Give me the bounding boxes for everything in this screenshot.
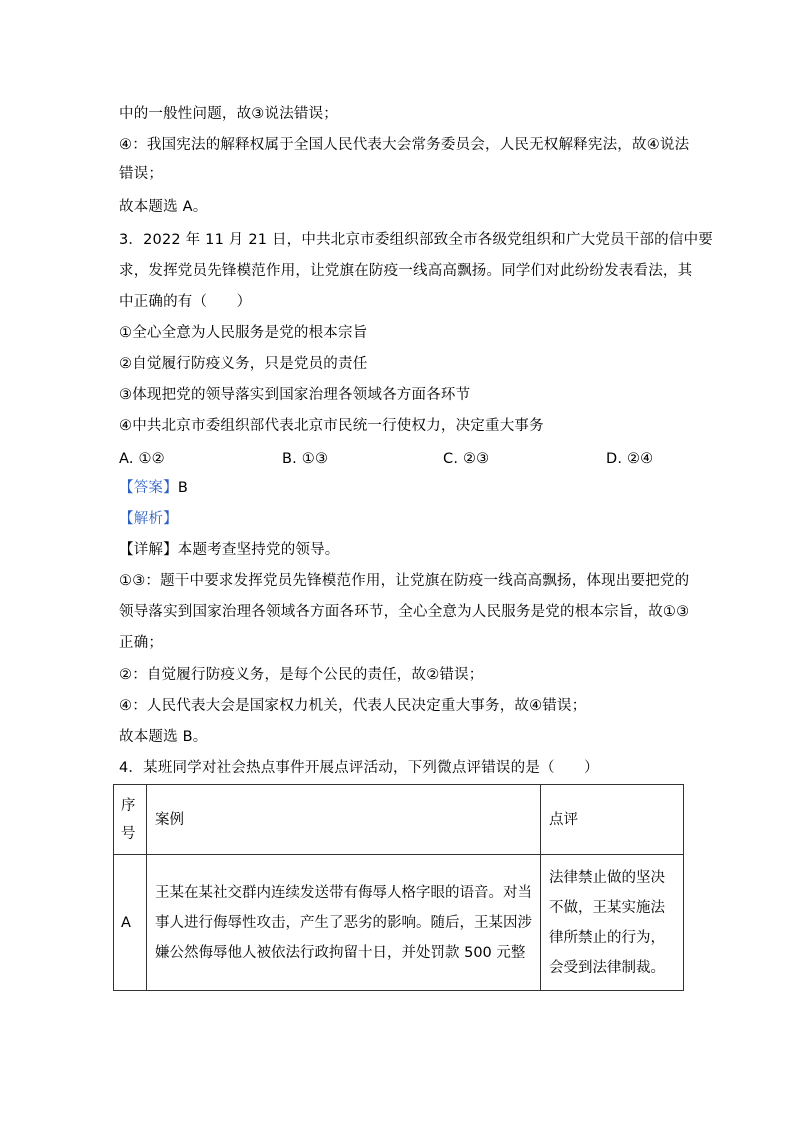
row-a-number: A (114, 855, 147, 991)
question-4-stem: 4．某班同学对社会热点事件开展点评活动，下列微点评错误的是（ ） (119, 760, 599, 776)
row-a-comment: 法律禁止做的坚决不做，王某实施法律所禁止的行为，会受到法律制裁。 (541, 855, 684, 991)
question-3-stem: 3．2022 年 11 月 21 日，中共北京市委组织部致全市各级党组织和广大党员干部的信中要 (119, 232, 713, 248)
answer-tag: 【答案】 (119, 480, 178, 496)
question-4-table (113, 784, 684, 991)
explanation-line: 领导落实到国家治理各领域各方面各环节，全心全意为人民服务是党的根本宗旨，故①③ (119, 604, 690, 620)
table-row (114, 855, 684, 991)
answer-options (119, 449, 679, 469)
explanation-line: ④：人民代表大会是国家权力机关，代表人民决定重大事务，故④错误； (119, 698, 587, 714)
option-d: D. ②④ (606, 451, 654, 467)
explanation-line: 正确； (119, 635, 164, 651)
answer-value: B (177, 480, 188, 496)
text-line: 错误； (119, 166, 164, 182)
option-a: A. ①② (119, 451, 165, 467)
option-c: C. ②③ (443, 451, 490, 467)
explanation-line: ②：自觉履行防疫义务，是每个公民的责任，故②错误； (119, 667, 484, 683)
answer-line (119, 478, 188, 498)
statement-3: ③体现把党的领导落实到国家治理各领域各方面各环节 (119, 387, 471, 403)
analysis-tag: 【解析】 (119, 511, 178, 527)
question-3-stem: 求，发挥党员先锋模范作用，让党旗在防疫一线高高飘扬。同学们对此纷纷发表看法，其 (119, 263, 693, 279)
option-b: B. ①③ (282, 451, 329, 467)
header-comment: 点评 (541, 785, 684, 855)
text-line: 中的一般性问题，故③说法错误； (119, 106, 338, 122)
table-header-row (114, 785, 684, 855)
text-line: 故本题选 A。 (119, 199, 208, 215)
statement-1: ①全心全意为人民服务是党的根本宗旨 (119, 325, 368, 341)
detail-line: 【详解】本题考查坚持党的领导。 (119, 542, 340, 558)
statement-4: ④中共北京市委组织部代表北京市民统一行使权力，决定重大事务 (119, 418, 544, 434)
explanation-line: 故本题选 B。 (119, 729, 208, 745)
statement-2: ②自觉履行防疫义务，只是党员的责任 (119, 356, 368, 372)
text-line: ④：我国宪法的解释权属于全国人民代表大会常务委员会，人民无权解释宪法，故④说法 (119, 137, 690, 153)
row-a-case: 王某在某社交群内连续发送带有侮辱人格字眼的语音。对当事人进行侮辱性攻击，产生了恶劣的影响。随后，王某因涉嫌公然侮辱他人被依法行政拘留十日，并处罚款 500 元整 (147, 855, 541, 991)
question-3-stem: 中正确的有（ ） (119, 294, 252, 310)
header-case: 案例 (147, 785, 541, 855)
explanation-line: ①③：题干中要求发挥党员先锋模范作用，让党旗在防疫一线高高飘扬，体现出要把党的 (119, 573, 690, 589)
header-number: 序号 (114, 785, 147, 855)
